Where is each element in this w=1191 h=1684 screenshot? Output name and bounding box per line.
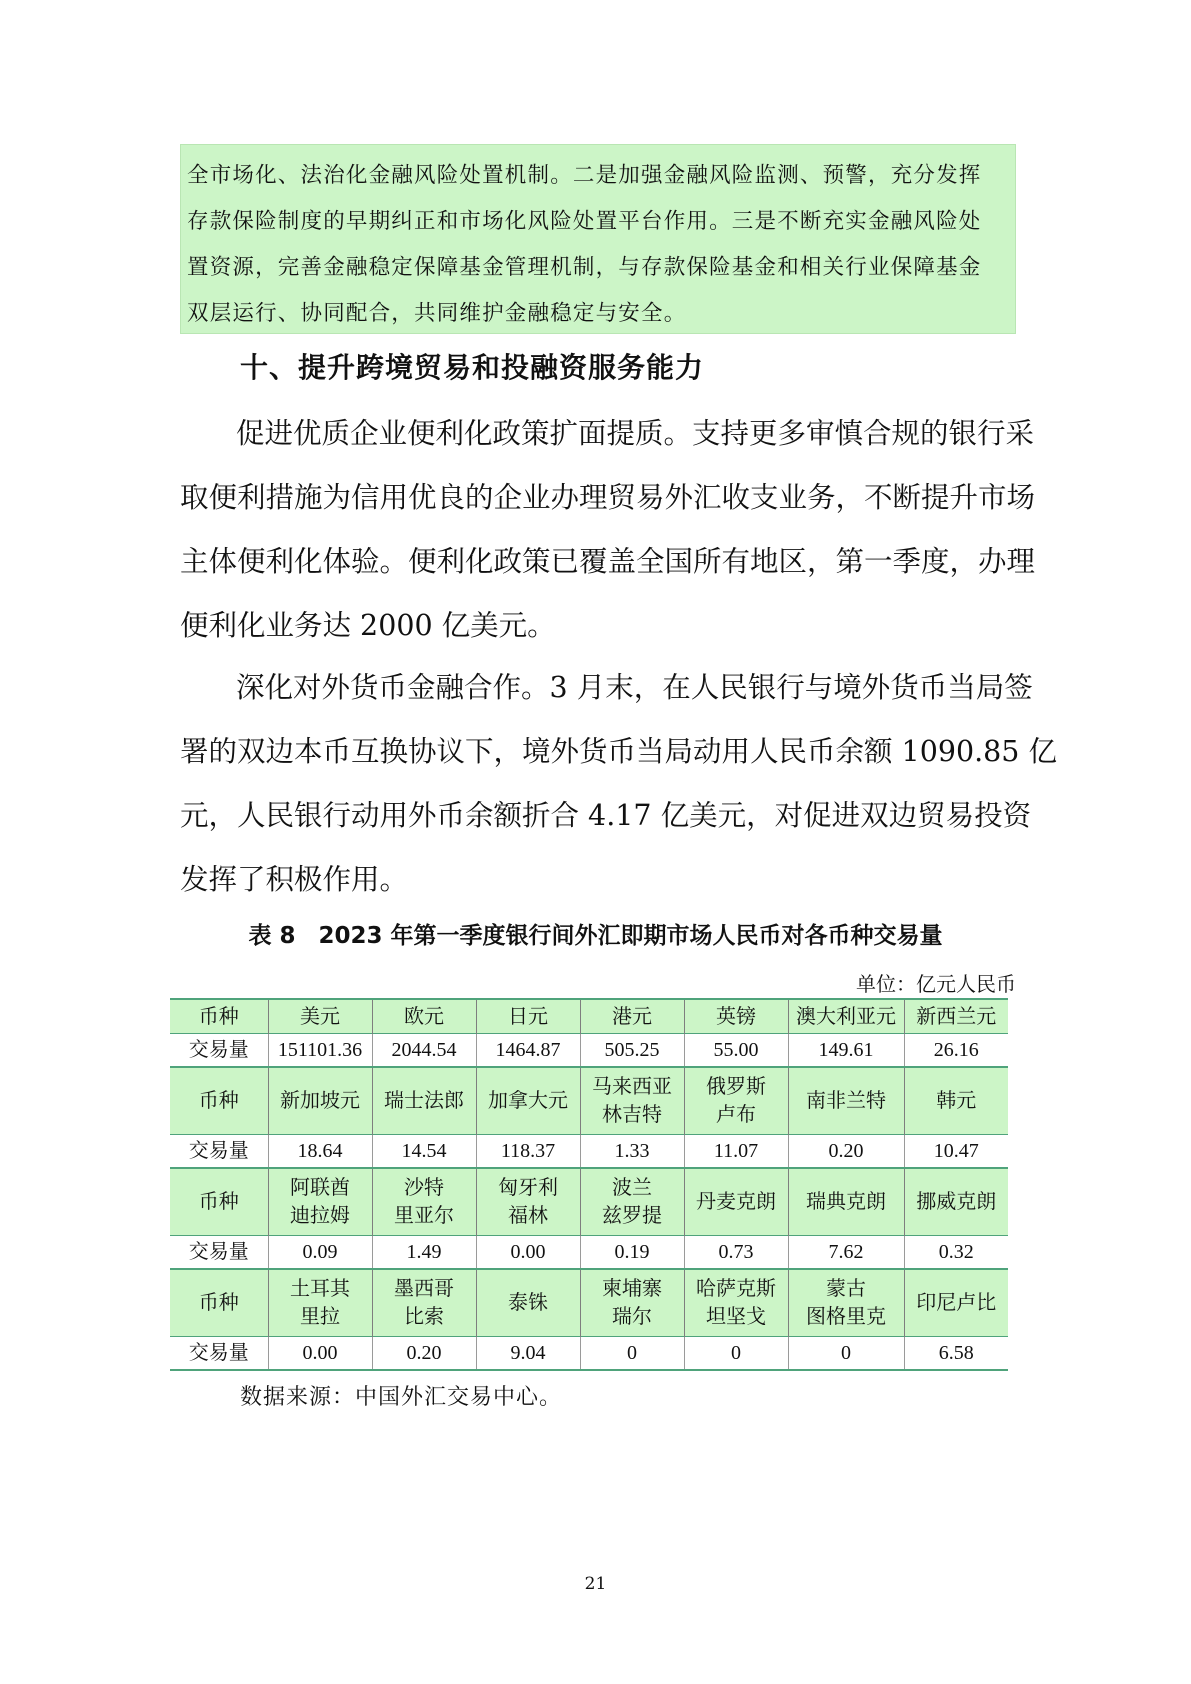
volume-cell: 2044.54 (372, 1034, 476, 1068)
currency-name: 新西兰元 (916, 1005, 997, 1028)
volume-row (170, 1337, 1008, 1371)
paragraph-lead: 促进优质企业便利化政策扩面提质。 (236, 417, 693, 450)
currency-name: 瑞尔 (612, 1306, 652, 1328)
currency-name: 卢布 (716, 1104, 756, 1126)
volume-row-label: 交易量 (188, 1241, 249, 1263)
currency-name: 柬埔寨 (602, 1278, 662, 1300)
currency-name: 土耳其 (290, 1278, 350, 1300)
currency-name-cell (580, 1168, 684, 1236)
paragraph-line: 发挥了积极作用。 (180, 863, 409, 896)
currency-name: 印尼卢比 (916, 1292, 997, 1314)
paragraph-text: 支持更多审慎合规的银行采 (692, 417, 1035, 450)
volume-cell: 0.00 (476, 1236, 580, 1270)
currency-name: 阿联酋 (290, 1177, 350, 1199)
paragraph-line (180, 402, 1035, 466)
currency-name: 澳大利亚元 (796, 1005, 896, 1028)
volume-cell: 505.25 (580, 1034, 684, 1068)
currency-row-label: 币种 (170, 1067, 268, 1135)
volume-cell: 1.33 (580, 1135, 684, 1169)
paragraph-line: 主体便利化体验。便利化政策已覆盖全国所有地区，第一季度，办理 (180, 545, 1036, 578)
currency-name: 英镑 (716, 1005, 756, 1028)
currency-name-cell (372, 1168, 476, 1236)
currency-name-cell (372, 999, 476, 1034)
volume-cell: 1.49 (372, 1236, 476, 1270)
currency-name: 匈牙利 (498, 1177, 558, 1199)
currency-row (170, 999, 1008, 1034)
paragraph-line: 署的双边本币互换协议下，境外货币当局动用人民币余额 1090.85 亿 (180, 735, 1057, 768)
highlighted-text-block (180, 144, 1016, 334)
currency-name-cell (372, 1269, 476, 1337)
currency-row-label: 币种 (170, 999, 268, 1034)
volume-cell: 0.00 (268, 1337, 372, 1371)
currency-row-label: 币种 (170, 1269, 268, 1337)
currency-name-cell (684, 1067, 788, 1135)
volume-cell: 0.19 (580, 1236, 684, 1270)
currency-name: 俄罗斯 (706, 1076, 766, 1098)
paragraph-lead: 深化对外货币金融合作。 (236, 671, 550, 704)
currency-name: 坦坚戈 (706, 1306, 766, 1328)
currency-name-cell (904, 1168, 1008, 1236)
currency-name: 迪拉姆 (290, 1205, 350, 1227)
highlight-line: 双层运行、协同配合，共同维护金融稳定与安全。 (187, 301, 687, 326)
currency-row (170, 1067, 1008, 1135)
volume-cell: 6.58 (904, 1337, 1008, 1371)
currency-name-cell (268, 1067, 372, 1135)
currency-name: 马来西亚 (592, 1076, 672, 1098)
volume-cell: 9.04 (476, 1337, 580, 1371)
currency-name-cell (580, 999, 684, 1034)
paragraph-line (180, 656, 1033, 720)
paragraph-line: 取便利措施为信用优良的企业办理贸易外汇收支业务，不断提升市场 (180, 481, 1036, 514)
currency-name: 韩元 (936, 1090, 977, 1112)
currency-name-cell (268, 1168, 372, 1236)
currency-row (170, 1269, 1008, 1337)
currency-name-cell (268, 999, 372, 1034)
currency-name-cell (580, 1269, 684, 1337)
currency-name-cell (684, 999, 788, 1034)
currency-name-cell (904, 1067, 1008, 1135)
volume-cell: 26.16 (904, 1034, 1008, 1068)
currency-name-cell (476, 1067, 580, 1135)
volume-cell: 10.47 (904, 1135, 1008, 1169)
volume-cell: 0.09 (268, 1236, 372, 1270)
volume-cell: 0.32 (904, 1236, 1008, 1270)
volume-cell: 0.73 (684, 1236, 788, 1270)
volume-row-label: 交易量 (188, 1342, 249, 1364)
currency-name-cell (788, 1168, 904, 1236)
currency-name: 港元 (612, 1005, 652, 1028)
volume-cell: 11.07 (684, 1135, 788, 1169)
currency-name-cell (580, 1067, 684, 1135)
volume-cell: 149.61 (788, 1034, 904, 1068)
currency-name: 日元 (508, 1005, 548, 1028)
volume-cell: 118.37 (476, 1135, 580, 1169)
currency-name: 挪威克朗 (916, 1191, 997, 1213)
currency-name: 波兰 (612, 1177, 652, 1199)
currency-name: 里亚尔 (394, 1205, 454, 1227)
volume-cell: 151101.36 (268, 1034, 372, 1068)
volume-row-label: 交易量 (188, 1140, 249, 1162)
volume-cell: 0 (580, 1337, 684, 1371)
currency-row (170, 1168, 1008, 1236)
currency-name-cell (788, 999, 904, 1034)
currency-name-cell (684, 1269, 788, 1337)
currency-name-cell (476, 999, 580, 1034)
currency-name: 里拉 (300, 1306, 340, 1328)
volume-cell: 0.20 (788, 1135, 904, 1169)
highlight-line: 存款保险制度的早期纠正和市场化风险处置平台作用。三是不断充实金融风险处 (187, 209, 982, 234)
currency-name-cell (788, 1269, 904, 1337)
highlight-line: 全市场化、法治化金融风险处置机制。二是加强金融风险监测、预警，充分发挥 (187, 163, 982, 188)
currency-name: 图格里克 (806, 1306, 886, 1328)
currency-name-cell (788, 1067, 904, 1135)
paragraph-line: 元，人民银行动用外币余额折合 4.17 亿美元，对促进双边贸易投资 (180, 799, 1032, 832)
volume-cell: 14.54 (372, 1135, 476, 1169)
volume-cell: 0.20 (372, 1337, 476, 1371)
volume-cell: 0 (788, 1337, 904, 1371)
volume-row (170, 1034, 1008, 1068)
volume-cell: 55.00 (684, 1034, 788, 1068)
currency-name: 加拿大元 (488, 1090, 568, 1112)
currency-name-cell (268, 1269, 372, 1337)
currency-name-cell (904, 999, 1008, 1034)
page-number: 21 (584, 1574, 607, 1594)
source-note: 数据来源：中国外汇交易中心。 (240, 1385, 563, 1410)
currency-name: 林吉特 (602, 1104, 662, 1126)
currency-name: 瑞士法郎 (384, 1090, 464, 1112)
currency-name: 墨西哥 (394, 1278, 454, 1300)
currency-name-cell (372, 1067, 476, 1135)
volume-cell: 0 (684, 1337, 788, 1371)
currency-name: 兹罗提 (602, 1205, 662, 1227)
currency-name: 欧元 (404, 1005, 444, 1028)
fx-volume-table (170, 998, 1008, 1371)
currency-name: 福林 (508, 1205, 548, 1227)
currency-name: 美元 (300, 1005, 340, 1028)
volume-cell: 1464.87 (476, 1034, 580, 1068)
table-unit: 单位：亿元人民币 (856, 972, 1016, 996)
paragraph-text: 3 月末，在人民银行与境外货币当局签 (549, 671, 1033, 704)
currency-name: 丹麦克朗 (696, 1191, 776, 1213)
highlight-line: 置资源，完善金融稳定保障基金管理机制，与存款保险基金和相关行业保障基金 (187, 255, 982, 280)
currency-row-label: 币种 (170, 1168, 268, 1236)
volume-row (170, 1135, 1008, 1169)
currency-name-cell (476, 1168, 580, 1236)
currency-name-cell (684, 1168, 788, 1236)
currency-name: 瑞典克朗 (806, 1191, 886, 1213)
currency-name: 南非兰特 (806, 1090, 886, 1112)
currency-name: 新加坡元 (280, 1090, 360, 1112)
currency-name-cell (476, 1269, 580, 1337)
currency-name: 蒙古 (826, 1278, 866, 1300)
currency-name: 哈萨克斯 (696, 1278, 776, 1300)
currency-name-cell (904, 1269, 1008, 1337)
paragraph-currency-cooperation (180, 656, 1057, 912)
volume-row (170, 1236, 1008, 1270)
table-title: 表 8 2023 年第一季度银行间外汇即期市场人民币对各币种交易量 (248, 923, 943, 949)
currency-name: 泰铢 (508, 1292, 548, 1314)
volume-cell: 7.62 (788, 1236, 904, 1270)
currency-name: 比索 (404, 1306, 444, 1328)
section-heading: 十、提升跨境贸易和投融资服务能力 (240, 351, 705, 384)
volume-row-label: 交易量 (188, 1039, 249, 1061)
currency-name: 沙特 (404, 1177, 444, 1199)
volume-cell: 18.64 (268, 1135, 372, 1169)
paragraph-line: 便利化业务达 2000 亿美元。 (180, 609, 556, 642)
paragraph-trade-facilitation (180, 402, 1036, 658)
